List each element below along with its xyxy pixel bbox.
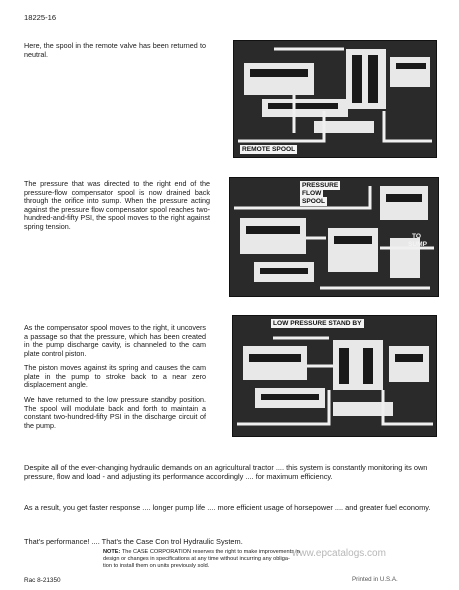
label-flow: FLOW	[302, 190, 322, 197]
label-pressure: PRESSURE	[302, 182, 339, 189]
hydraulic-circuit-illustration	[234, 41, 436, 157]
watermark: www.epcatalogs.com	[292, 548, 386, 559]
diagram-low-pressure-standby	[232, 315, 437, 437]
label-low-pressure-stand-by: LOW PRESSURE STAND BY	[273, 320, 362, 327]
diagram-pressure-flow-spool	[229, 177, 439, 297]
note-text-3: tion to install them on units previously sold.	[103, 563, 210, 569]
page-number: 18225-16	[24, 13, 57, 22]
paragraph-compensator-drain: The pressure that was directed to the right end of the pressure-flow compensator spool is now drained back through the orifice into sump. When the pressure acting against the pressure flow compensator spool reaches two-hundred-and-fifty PSI, the spool moves to the right against spring tension.	[24, 179, 210, 231]
hydraulic-circuit-illustration	[230, 178, 438, 296]
paragraph-system-monitoring: Despite all of the ever-changing hydraulic demands on an agricultural tractor .... this system is constantly monitoring its own pressure, flow and load - and adjusting its performance accordingly .... for maximum efficiency.	[24, 463, 428, 481]
paragraph-piston-moves: The piston moves against its spring and causes the cam plate in the pump to stroke back to a near zero displacement angle.	[24, 363, 206, 390]
paragraph-standby-position: We have returned to the low pressure standby position. The spool will modulate back and forth to maintain a constant two-hundred-fifty PSI in the discharge circuit of the pump.	[24, 395, 206, 430]
note-label: NOTE:	[103, 549, 121, 555]
document-code: Rac 8-21350	[24, 577, 61, 584]
hydraulic-circuit-illustration	[233, 316, 436, 436]
diagram-remote-spool	[233, 40, 437, 158]
printed-in: Printed in U.S.A.	[352, 576, 398, 583]
label-sump: SUMP	[408, 241, 428, 248]
paragraph-performance: That's performance! .... That's the Case Con trol Hydraulic System.	[24, 537, 243, 546]
label-to: TO	[412, 233, 422, 240]
note-text-2: design or changes in specifications at any time without incurring any obliga-	[103, 556, 290, 562]
paragraph-results: As a result, you get faster response .... longer pump life .... more efficient usage of horsepower .... and greater fuel economy.	[24, 503, 431, 512]
label-remote-spool: REMOTE SPOOL	[242, 146, 296, 153]
note-text-1: reserves the right to make improvements in	[192, 549, 300, 555]
paragraph-remote-neutral: Here, the spool in the remote valve has been returned to neutral.	[24, 41, 206, 59]
label-spool: SPOOL	[302, 198, 326, 205]
note-company: The CASE CORPORATION	[121, 549, 192, 555]
paragraph-compensator-moves: As the compensator spool moves to the right, it uncovers a passage so that the pressure, which has been created in the pump discharge cavity, is channeled to the cam plate control piston.	[24, 323, 206, 358]
